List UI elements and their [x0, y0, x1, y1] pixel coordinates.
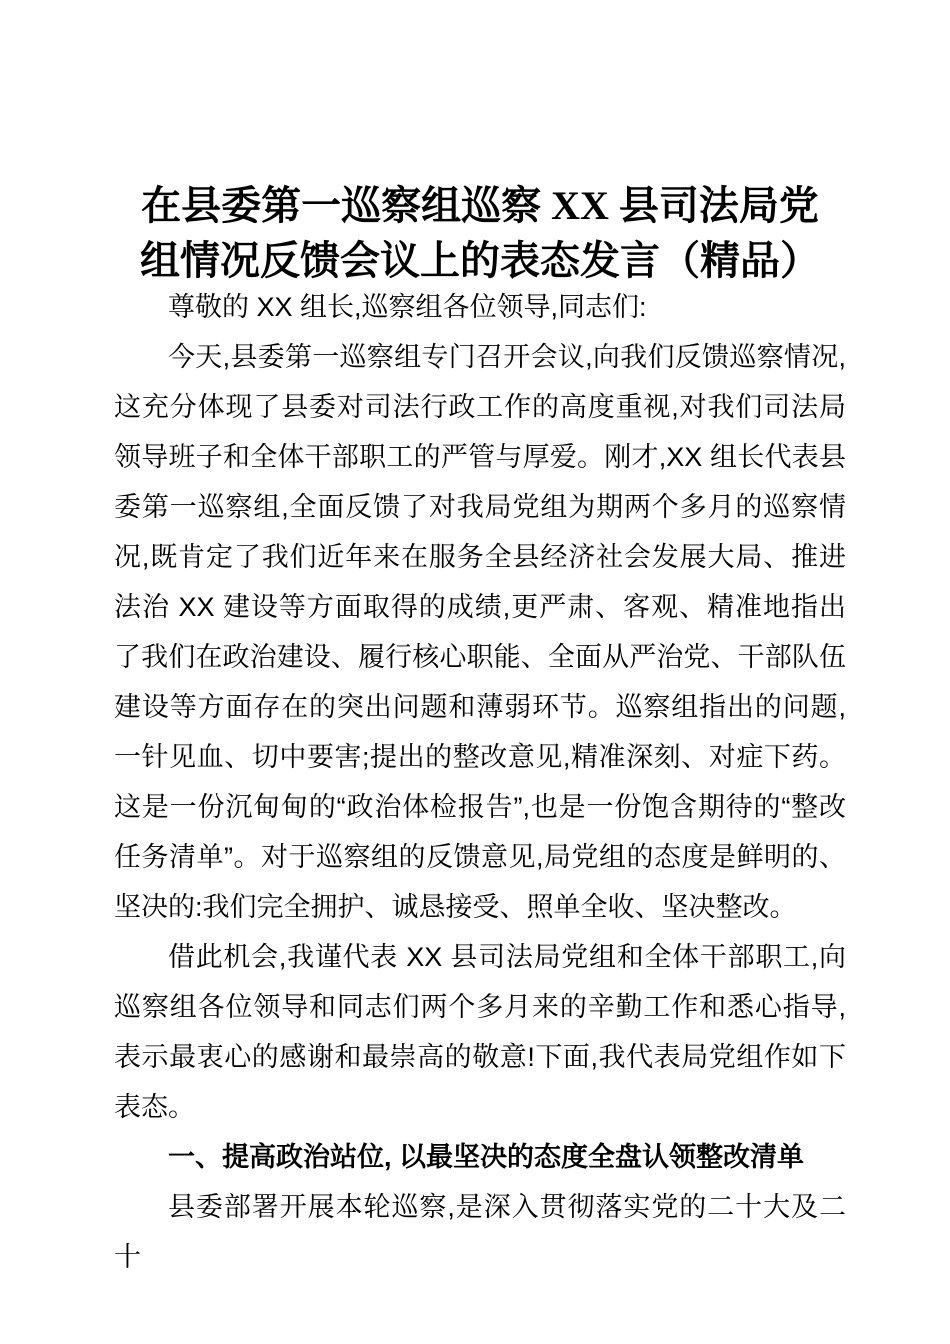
paragraph: 县委部署开展本轮巡察,是深入贯彻落实党的二十大及二十 — [114, 1192, 846, 1272]
paragraph: 今天,县委第一巡察组专门召开会议,向我们反馈巡察情况,这充分体现了县委对司法行政工作的高度重视,对我们司法局领导班子和全体干部职工的严管与厚爱。刚才,XX 组长代表县委第一巡察组,全面反馈了对我局党组为期两个多月的巡察情况,既肯定了我们近年来在服务全县经济社会发展大局、推进法治 XX 建设等方面取得的成绩,更严肃、客观、精准地指出了我们在政治建设、履行核心职能、全面从严治党、干部队伍建设等方面存在的突出问题和薄弱环节。巡察组指出的问题,一针见血、切中要害;提出的整改意见,精准深刻、对症下药。这是一份沉甸甸的“政治体检报告”,也是一份饱含期待的“整改任务清单”。对于巡察组的反馈意见,局党组的态度是鲜明的、坚决的:我们完全拥护、诚恳接受、照单全收、坚决整改。 — [114, 342, 846, 922]
document-title — [114, 178, 846, 288]
title-line: 组情况反馈会议上的表态发言（精品） — [140, 238, 820, 283]
paragraph: 尊敬的 XX 组长,巡察组各位领导,同志们: — [168, 292, 647, 322]
section-heading: 一、提高政治站位, 以最坚决的态度全盘认领整改清单 — [168, 1142, 805, 1172]
title-line: 在县委第一巡察组巡察 XX 县司法局党 — [141, 183, 819, 228]
document-body — [114, 282, 846, 1282]
paragraph: 借此机会,我谨代表 XX 县司法局党组和全体干部职工,向巡察组各位领导和同志们两个多月来的辛勤工作和悉心指导,表示最衷心的感谢和最崇高的敬意!下面,我代表局党组作如下表态。 — [114, 942, 846, 1122]
